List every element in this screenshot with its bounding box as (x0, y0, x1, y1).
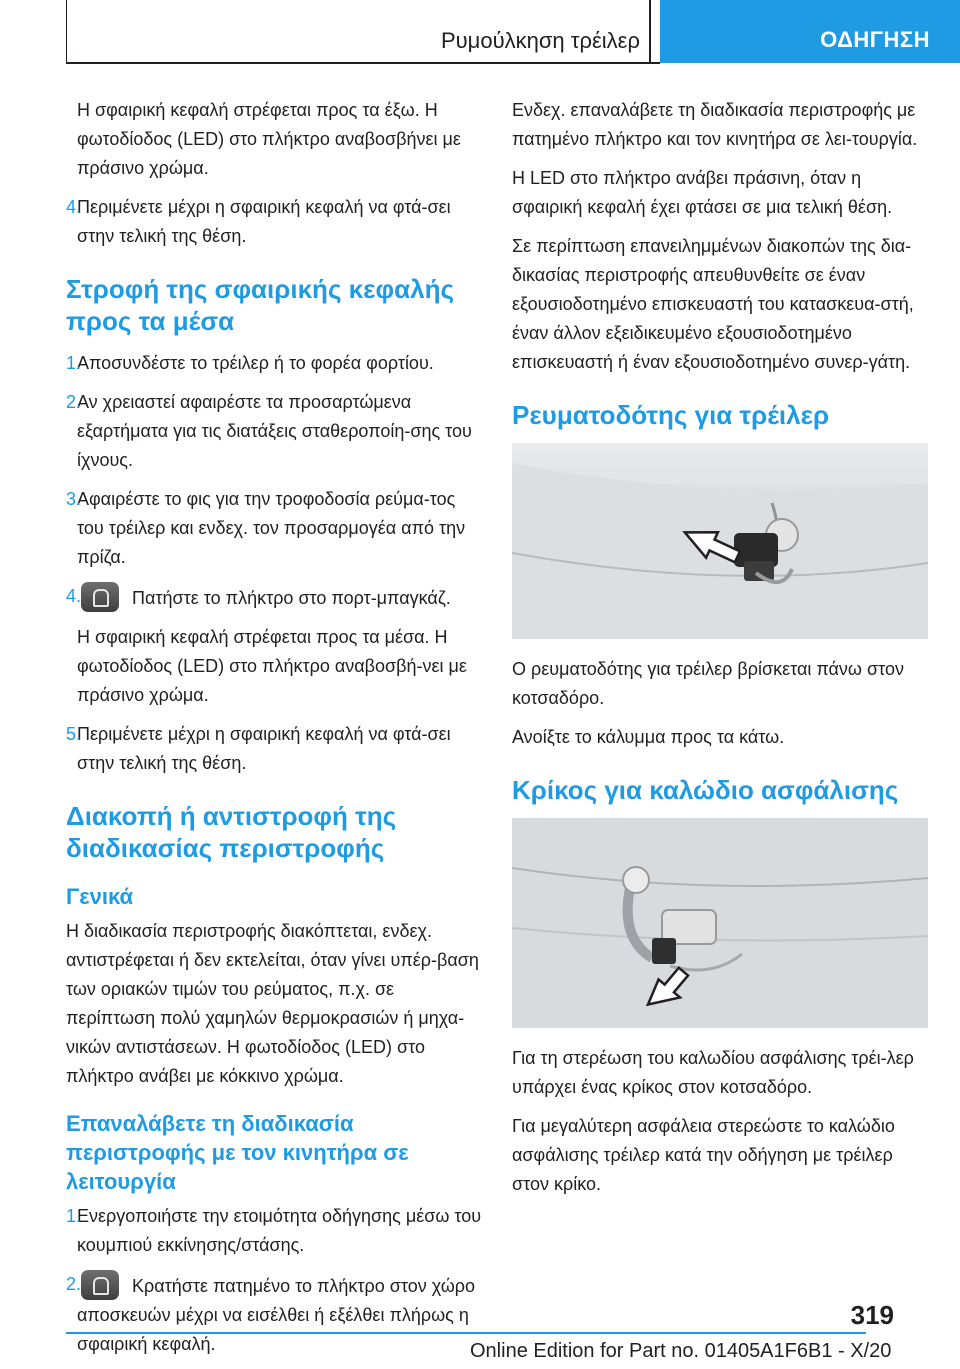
page-number: 319 (850, 1300, 894, 1330)
footer-rule (66, 1332, 866, 1334)
header-left-rule (66, 0, 67, 63)
section-heading-ring: Κρίκος για καλώδιο ασφάλισης (512, 775, 899, 805)
edition-note: Online Edition for Part no. 01405A1F6B1 - X/20 (470, 1340, 892, 1362)
section-heading-interrupt: Διακοπή ή αντιστροφή της διαδικασίας περιστροφής (66, 801, 397, 863)
step-number: 2. (65, 1274, 81, 1294)
list-item (66, 349, 486, 378)
list-item (66, 485, 486, 572)
led-paragraph: Η LED στο πλήκτρο ανάβει πράσινη, όταν η σφαιρική κεφαλή έχει φτάσει σε μια τελική θέση. (512, 168, 893, 217)
step-number: 2. (65, 392, 81, 412)
right-column (512, 96, 932, 1209)
step-text: Περιμένετε μέχρι η σφαιρική κεφαλή να φτά-σει στην τελική της θέση. (77, 724, 451, 773)
ring-drawing (512, 818, 928, 1028)
chapter-title: Ρυμούλκηση τρέιλερ (440, 28, 640, 53)
step-text: Αν χρειαστεί αφαιρέστε τα προσαρτώμενα εξαρτήματα για τις διατάξεις σταθεροποίη-σης του ίχνους. (77, 392, 472, 470)
list-item (66, 193, 486, 251)
step-number: 3. (65, 489, 81, 509)
list-item (66, 1270, 486, 1359)
list-item (66, 582, 486, 613)
socket-illustration (512, 443, 928, 639)
list-item (66, 1202, 486, 1260)
step-text: Ενεργοποιήστε την ετοιμότητα οδήγησης μέσω του κουμπιού εκκίνησης/στάσης. (77, 1206, 482, 1255)
step-text: Πατήστε το πλήκτρο στο πορτ-μπαγκάζ. (132, 588, 451, 608)
step-number: 1. (65, 353, 81, 373)
section-heading-inward: Στροφή της σφαιρικής κεφαλής προς τα μέσα (66, 274, 454, 336)
header-right-rule (649, 0, 651, 63)
ring-safety-text: Για μεγαλύτερη ασφάλεια στερεώστε το καλώδιο ασφάλισης τρέιλερ κατά την οδήγηση με τρέιλερ στον κρίκο. (512, 1116, 895, 1194)
intro-paragraph: Η σφαιρική κεφαλή στρέφεται προς τα έξω. Η φωτοδίοδος (LED) στο πλήκτρο αναβοσβήνει με πράσινο χρώμα. (77, 100, 461, 178)
list-item (66, 388, 486, 475)
step-text: Αποσυνδέστε το τρέιλερ ή το φορέα φορτίου. (77, 353, 434, 373)
service-paragraph: Σε περίπτωση επανειλημμένων διακοπών της δια-δικασίας περιστροφής απευθυνθείτε σε έναν εξουσιοδοτημένο επισκευαστή του κατασκευα-στή, έναν άλλον εξειδικευμένο εξουσιοδοτημένο επισκευαστή ή έναν εξουσιοδοτημένο συνερ-γάτη. (512, 236, 914, 372)
step-text: Αφαιρέστε το φις για την τροφοδοσία ρεύμα-τος του τρέιλερ και ενδεχ. τον προσαρμογέα από την πρίζα. (77, 489, 466, 567)
subheading-general: Γενικά (66, 884, 134, 909)
header-bottom-rule (66, 62, 660, 64)
tailgate-button-icon (81, 582, 119, 612)
socket-open-text: Ανοίξτε το κάλυμμα προς τα κάτω. (512, 727, 785, 747)
step-number: 5. (65, 724, 81, 744)
step-text: Περιμένετε μέχρι η σφαιρική κεφαλή να φτά-σει στην τελική της θέση. (77, 197, 451, 246)
step-number: 4. (65, 197, 81, 217)
general-paragraph: Η διαδικασία περιστροφής διακόπτεται, ενδεχ. αντιστρέφεται ή δεν εκτελείται, όταν γίνει υπέρ-βαση των οριακών τιμών του ρεύματος, π.χ. σε περίπτωση πολύ χαμηλών θερμοκρασιών ή μηχα-νικών αντιστάσεων. Η φωτοδίοδος (LED) στο πλήκτρο ανάβει με κόκκινο χρώμα. (66, 921, 479, 1086)
tailgate-button-icon (81, 1270, 119, 1300)
section-tab-label: ΟΔΗΓΗΣΗ (820, 27, 930, 52)
section-heading-socket: Ρευματοδότης για τρέιλερ (512, 400, 830, 430)
step-continuation: Η σφαιρική κεφαλή στρέφεται προς τα μέσα. Η φωτοδίοδος (LED) στο πλήκτρο αναβοσβή-νει με πράσινο χρώμα. (77, 627, 467, 705)
step-number: 1. (65, 1206, 81, 1226)
list-item (66, 720, 486, 778)
socket-drawing (512, 443, 928, 639)
ring-illustration (512, 818, 928, 1028)
section-tab (660, 0, 960, 63)
socket-location-text: Ο ρευματοδότης για τρέιλερ βρίσκεται πάνω στον κοτσαδόρο. (512, 659, 904, 708)
step-text: Κρατήστε πατημένο το πλήκτρο στον χώρο αποσκευών μέχρι να εισέλθει ή εξέλθει πλήρως η σφαιρική κεφαλή. (77, 1276, 476, 1354)
step-number: 4. (65, 586, 81, 606)
subheading-repeat: Επαναλάβετε τη διαδικασία περιστροφής με τον κινητήρα σε λειτουργία (66, 1111, 409, 1194)
ring-purpose-text: Για τη στερέωση του καλωδίου ασφάλισης τρέι-λερ υπάρχει ένας κρίκος στον κοτσαδόρο. (512, 1048, 914, 1097)
left-column (66, 96, 486, 1369)
repeat-paragraph: Ενδεχ. επαναλάβετε τη διαδικασία περιστροφής με πατημένο πλήκτρο και τον κινητήρα σε λει-τουργία. (512, 100, 918, 149)
